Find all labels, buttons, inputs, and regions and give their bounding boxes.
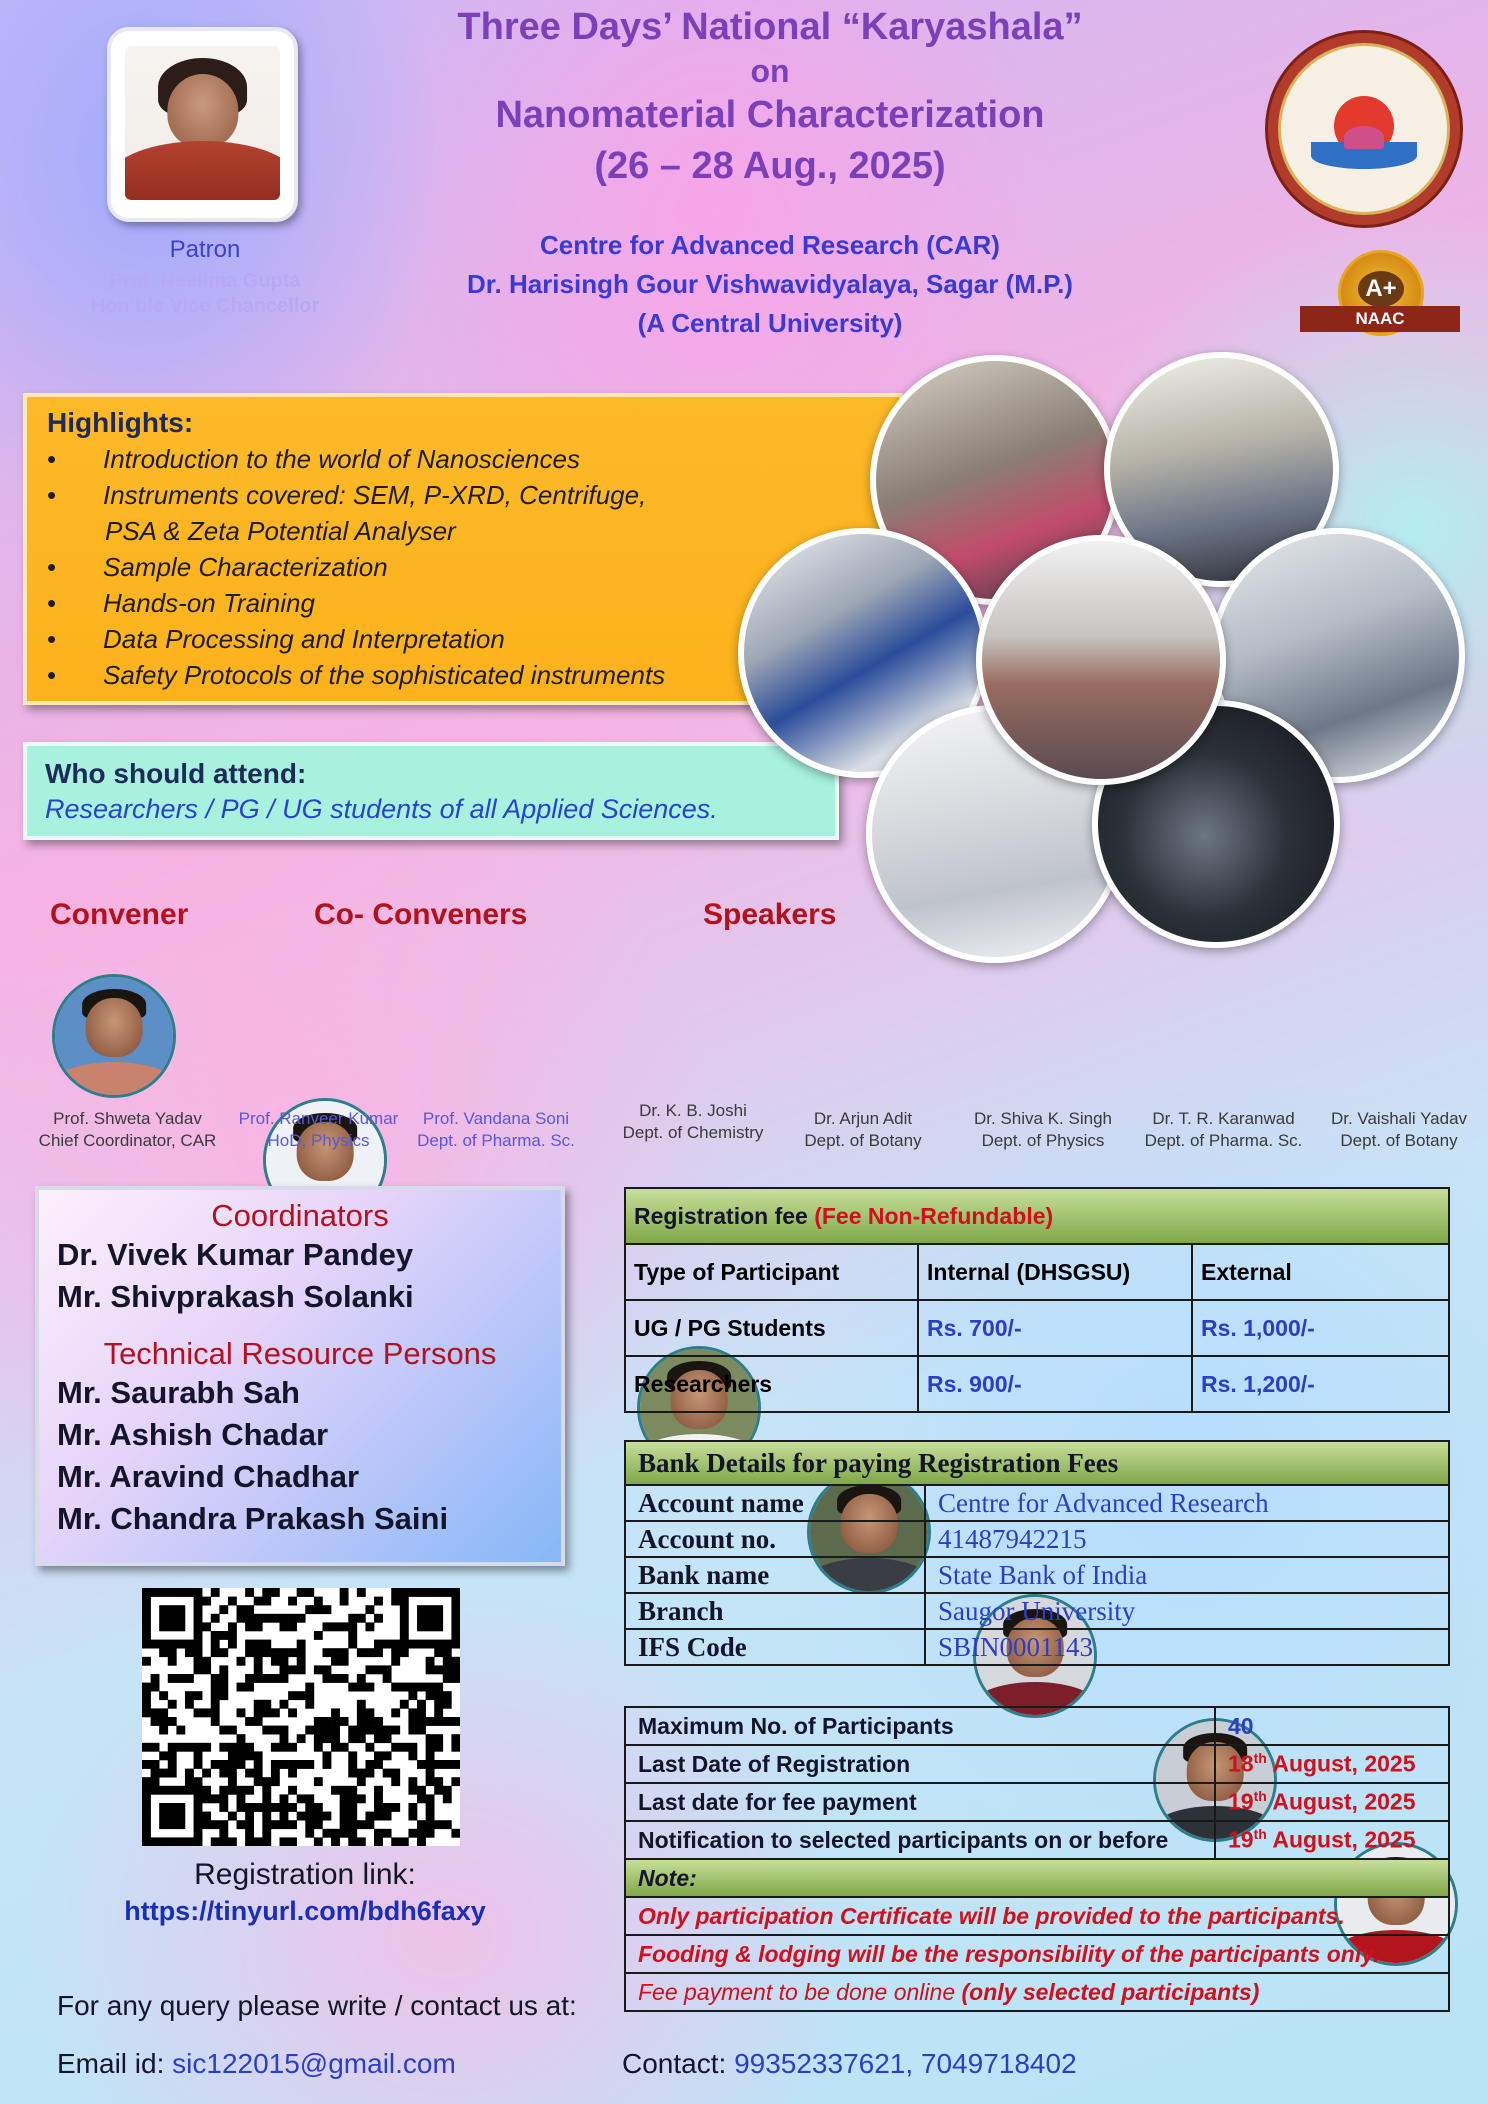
person-caption: Dr. K. B. Joshi Dept. of Chemistry [622,1101,764,1142]
email-line [57,2048,456,2080]
list-item: • Instruments covered: SEM, P-XRD, Centrifuge, [47,480,647,510]
table-row [625,1745,1449,1783]
table-cell: Branch [625,1593,925,1629]
registration-link[interactable]: https://tinyurl.com/bdh6faxy [124,1896,486,1926]
registration-block [40,1858,570,1927]
person-caption: Dr. Arjun Adit Dept. of Botany [804,1109,922,1150]
table-cell: 19th August, 2025 [1215,1821,1449,1859]
registration-label: Registration link: [194,1858,416,1891]
table-row [625,1629,1449,1665]
avatar [52,974,176,1098]
org-line-3: (A Central University) [637,308,903,338]
naac-label: NAAC [1300,306,1460,332]
contact-line [622,2048,1077,2080]
title-line-1: Three Days’ National “Karyashala” [457,6,1083,48]
table-cell: Notification to selected participants on or before [625,1821,1215,1859]
attend-value: Researchers / PG / UG students of all Applied Sciences. [45,794,718,824]
event-title [380,6,1160,188]
table-cell: Account no. [625,1521,925,1557]
attend-box [23,742,839,840]
list-item: • Data Processing and Interpretation [47,624,505,654]
fee-table [624,1187,1450,1413]
table-cell: 19th August, 2025 [1215,1783,1449,1821]
attend-heading: Who should attend: [45,758,307,789]
table-row [625,1821,1449,1859]
table-cell: Centre for Advanced Research [925,1485,1449,1521]
note-item: Fee payment to be done online (only selected participants) [625,1973,1449,2011]
person-caption: Prof. Vandana Soni Dept. of Pharma. Sc. [417,1109,575,1150]
table-cell: Account name [625,1485,925,1521]
photo-participants-group [976,535,1226,785]
tech-person-name: Mr. Saurabh Sah [57,1375,300,1410]
coordinators-heading: Coordinators [211,1198,389,1233]
bank-table-title: Bank Details for paying Registration Fees [625,1441,1449,1485]
table-header: Type of Participant [625,1244,918,1300]
person-caption: Dr. T. R. Karanwad Dept. of Pharma. Sc. [1144,1109,1303,1150]
table-cell: State Bank of India [925,1557,1449,1593]
note-item: Only participation Certificate will be provided to the participants. [625,1897,1449,1935]
table-row [625,1300,1449,1356]
table-cell: Bank name [625,1557,925,1593]
person-caption: Prof. Ranveer Kumar HoD, Physics [238,1109,399,1150]
patron-label: Patron [169,236,241,263]
patron-name: Prof. Neelima Gupta [109,270,301,292]
organizer-block [380,226,1160,343]
table-cell: Saugor University [925,1593,1449,1629]
title-line-2: on [750,53,790,89]
table-row [625,1973,1449,2011]
table-row [625,1356,1449,1412]
table-row [625,1783,1449,1821]
table-cell: Rs. 1,000/- [1192,1300,1449,1356]
contact-label: Contact: [622,2048,735,2079]
table-row [625,1521,1449,1557]
table-cell: UG / PG Students [625,1300,918,1356]
phone-numbers: 99352337621, 7049718402 [734,2048,1077,2079]
table-row [625,1935,1449,1973]
table-cell: SBIN0001143 [925,1629,1449,1665]
naac-grade: A+ [1358,271,1404,307]
table-cell: Rs. 1,200/- [1192,1356,1449,1412]
table-cell: 40 [1215,1707,1449,1745]
list-item: PSA & Zeta Potential Analyser [105,516,456,546]
table-row [625,1897,1449,1935]
table-row [625,1188,1449,1244]
patron-photo [107,27,298,222]
table-row [625,1593,1449,1629]
org-line-1: Centre for Advanced Research (CAR) [540,230,1000,260]
tech-persons-heading: Technical Resource Persons [103,1336,497,1371]
table-cell: IFS Code [625,1629,925,1665]
note-heading: Note: [625,1859,1449,1897]
email-link[interactable]: sic122015@gmail.com [172,2048,456,2079]
dates-table [624,1706,1450,2012]
patron-designation: Hon’ble Vice Chancellor [90,295,320,317]
tech-person-name: Mr. Ashish Chadar [57,1417,329,1452]
title-line-3: Nanomaterial Characterization [495,94,1045,136]
person-caption: Dr. Vaishali Yadav Dept. of Botany [1330,1109,1468,1150]
coordinators-box [35,1186,565,1566]
table-row [625,1485,1449,1521]
list-item: • Safety Protocols of the sophisticated instruments [47,660,666,690]
convener-heading: Convener [50,898,189,931]
registration-qr-code[interactable] [142,1588,460,1846]
person-caption: Prof. Shweta Yadav Chief Coordinator, CAR [38,1109,217,1150]
table-cell: Researchers [625,1356,918,1412]
org-line-2: Dr. Harisingh Gour Vishwavidyalaya, Sagar (M.P.) [467,269,1073,299]
coordinator-name: Mr. Shivprakash Solanki [57,1279,414,1314]
table-row [625,1441,1449,1485]
tech-person-name: Mr. Chandra Prakash Saini [57,1501,449,1536]
highlights-heading: Highlights: [47,407,194,438]
table-cell: Last Date of Registration [625,1745,1215,1783]
table-cell: Maximum No. of Participants [625,1707,1215,1745]
bank-details-table [624,1440,1450,1666]
person-caption: Dr. Shiva K. Singh Dept. of Physics [974,1109,1112,1150]
table-cell: 18th August, 2025 [1215,1745,1449,1783]
university-seal-logo [1265,30,1463,228]
table-row [625,1859,1449,1897]
list-item: • Introduction to the world of Nanosciences [47,444,580,474]
naac-badge [1300,250,1460,350]
list-item: • Sample Characterization [47,552,388,582]
table-row [625,1707,1449,1745]
table-cell: Rs. 700/- [918,1300,1192,1356]
note-item: Fooding & lodging will be the responsibility of the participants only. [625,1935,1449,1973]
table-cell: Rs. 900/- [918,1356,1192,1412]
patron-block [90,236,320,318]
coordinator-name: Dr. Vivek Kumar Pandey [57,1237,414,1272]
tech-person-name: Mr. Aravind Chadhar [57,1459,360,1494]
table-cell: 41487942215 [925,1521,1449,1557]
table-header: External [1192,1244,1449,1300]
title-line-4: (26 – 28 Aug., 2025) [594,145,946,187]
email-label: Email id: [57,2048,173,2079]
table-row [625,1557,1449,1593]
table-header: Internal (DHSGSU) [918,1244,1192,1300]
query-text: For any query please write / contact us at: [57,1990,577,2021]
table-cell: Last date for fee payment [625,1783,1215,1821]
fee-table-title: Registration fee (Fee Non-Refundable) [625,1188,1449,1244]
table-row [625,1244,1449,1300]
list-item: • Hands-on Training [47,588,315,618]
co-conveners-heading: Co- Conveners [314,898,528,931]
speakers-heading: Speakers [703,898,837,931]
